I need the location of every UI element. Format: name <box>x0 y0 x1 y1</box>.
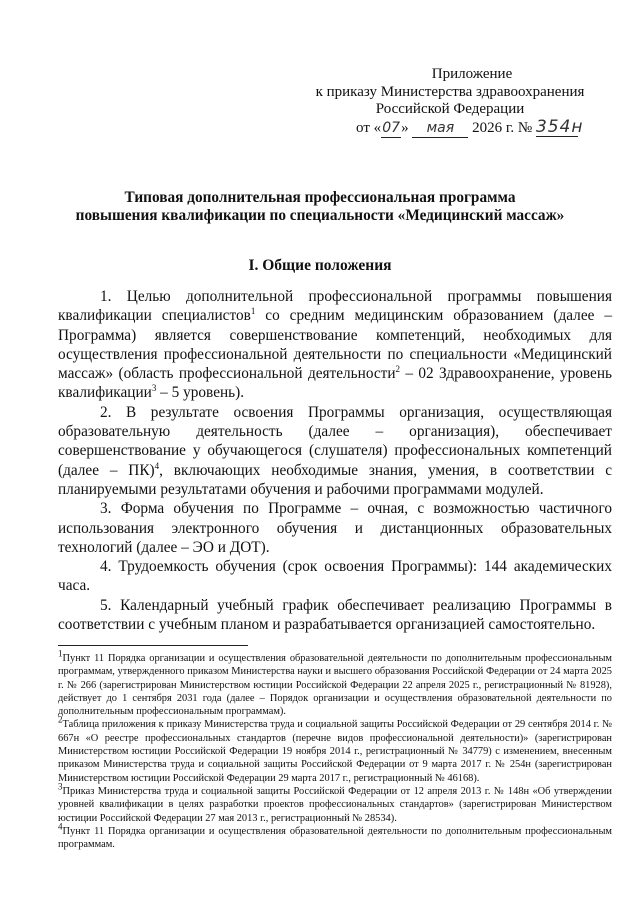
footnotes <box>58 648 612 851</box>
footnote-ref-3: 3 <box>151 383 157 394</box>
footnote-3 <box>58 781 612 825</box>
paragraph-2-text-a: 2. В результате освоения Программы организация, осуществляющая образовательную деятельность (далее – организация), обеспечивает совершенствование у обучающегося (слушателя) профессиональных компетенций (далее – ПК) <box>58 403 612 479</box>
footnote-4 <box>58 821 612 852</box>
handwritten-day: 07 <box>381 120 401 139</box>
approval-line-1: Приложение <box>431 66 513 82</box>
section-heading: I. Общие положения <box>248 257 392 274</box>
title-line-2: повышения квалификации по специальности «Медицинский массаж» <box>75 207 565 224</box>
footnote-3-mark: 3 <box>58 781 63 792</box>
footnote-1 <box>58 648 612 718</box>
footnote-2-mark: 2 <box>58 715 63 726</box>
paragraph-2-text-b: , включающих необходимые знания, умения, в соответствии с планируемыми результатами обучения и рабочими программами модулей. <box>58 461 612 498</box>
footnote-4-text: Пункт 11 Порядка организации и осуществления образовательной деятельности по дополнительным профессиональным программам. <box>58 825 612 851</box>
footnote-2 <box>58 715 612 784</box>
approval-line-2: к приказу Министерства здравоохранения <box>315 83 585 100</box>
date-quote-close: » <box>401 119 409 136</box>
approval-line-3: Российской Федерации <box>375 101 525 117</box>
paragraph-3: 3. Форма обучения по Программе – очная, с возможностью частичного использования электронного обучения и дистанционных образовательных технологий (далее – ЭО и ДОТ). <box>58 500 612 556</box>
paragraph-1-text-d: – 5 уровень). <box>156 384 245 402</box>
approval-block <box>300 66 600 138</box>
paragraph-1-text-b: со средним медицинским образованием (далее – Программа) является совершенствование компетенций, необходимых для осуществления профессиональной деятельности по специальности «Медицинский массаж» (область профессиональной деятельности <box>58 307 612 383</box>
paragraph-4: 4. Трудоемкость обучения (срок освоения Программы): 144 академических часа. <box>58 558 612 595</box>
footnote-4-mark: 4 <box>58 821 63 832</box>
document-title <box>40 189 600 225</box>
approval-date-line <box>334 116 600 139</box>
paragraph-1-text-c: – 02 Здравоохранение, уровень квалификации <box>58 365 612 402</box>
title-line-1: Типовая дополнительная профессиональная программа <box>124 189 516 206</box>
document-body <box>58 287 612 634</box>
footnote-ref-1: 1 <box>250 306 256 317</box>
footnote-2-text: Таблица приложения к приказу Министерства труда и социальной защиты Российской Федерации от 29 сентября 2014 г. № 667н «О реестре профессиональных стандартов (перечне видов профессиональной деятельности)» (зарегистрирован Министерством юстиции Российской Федерации 19 ноября 2014 г., регистрационный № 34779) с изменением, внесенным приказом Министерства труда и социальной защиты Российской Федерации от 9 марта 2017 г. № 254н (зарегистрирован Министерством юстиции Российской Федерации 29 марта 2017 г., регистрационный № 46168). <box>58 719 612 784</box>
footnote-1-text: Пункт 11 Порядка организации и осуществления образовательной деятельности по дополнительным профессиональным программам, утвержденного приказом Министерства науки и высшего образования Российской Федерации от 24 марта 2025 г. № 266 (зарегистрирован Министерством юстиции Российской Федерации 22 апреля 2025 г., регистрационный № 81928), действует до 1 сентября 2031 года (далее – Порядок организации и осуществления образовательной деятельности по дополнительным профессиональным программам). <box>58 653 612 718</box>
date-year: 2026 г. № <box>472 119 533 136</box>
paragraph-5: 5. Календарный учебный график обеспечивает реализацию Программы в соответствии с учебным планом и разрабатывается организацией самостоятельно. <box>58 596 612 634</box>
footnote-ref-2: 2 <box>395 364 401 375</box>
footnote-3-text: Приказ Министерства труда и социальной защиты Российской Федерации от 12 апреля 2013 г. № 148н «Об утверждении уровней квалификации в целях разработки проектов профессиональных стандартов» (зарегистрирован Министерством юстиции Российской Федерации 27 мая 2013 г., регистрационный № 28534). <box>58 785 612 824</box>
paragraph-1-text-a: 1. Целью дополнительной профессиональной программы повышения квалификации специалистов <box>58 288 612 325</box>
paragraph-2 <box>58 403 612 499</box>
paragraph-1 <box>58 287 612 403</box>
footnote-1-mark: 1 <box>58 648 63 659</box>
footnote-ref-4: 4 <box>154 460 160 471</box>
footnote-separator <box>58 645 248 646</box>
handwritten-month: мая <box>412 120 468 139</box>
handwritten-order-number: 354н <box>535 116 584 137</box>
date-prefix: от « <box>356 119 382 136</box>
